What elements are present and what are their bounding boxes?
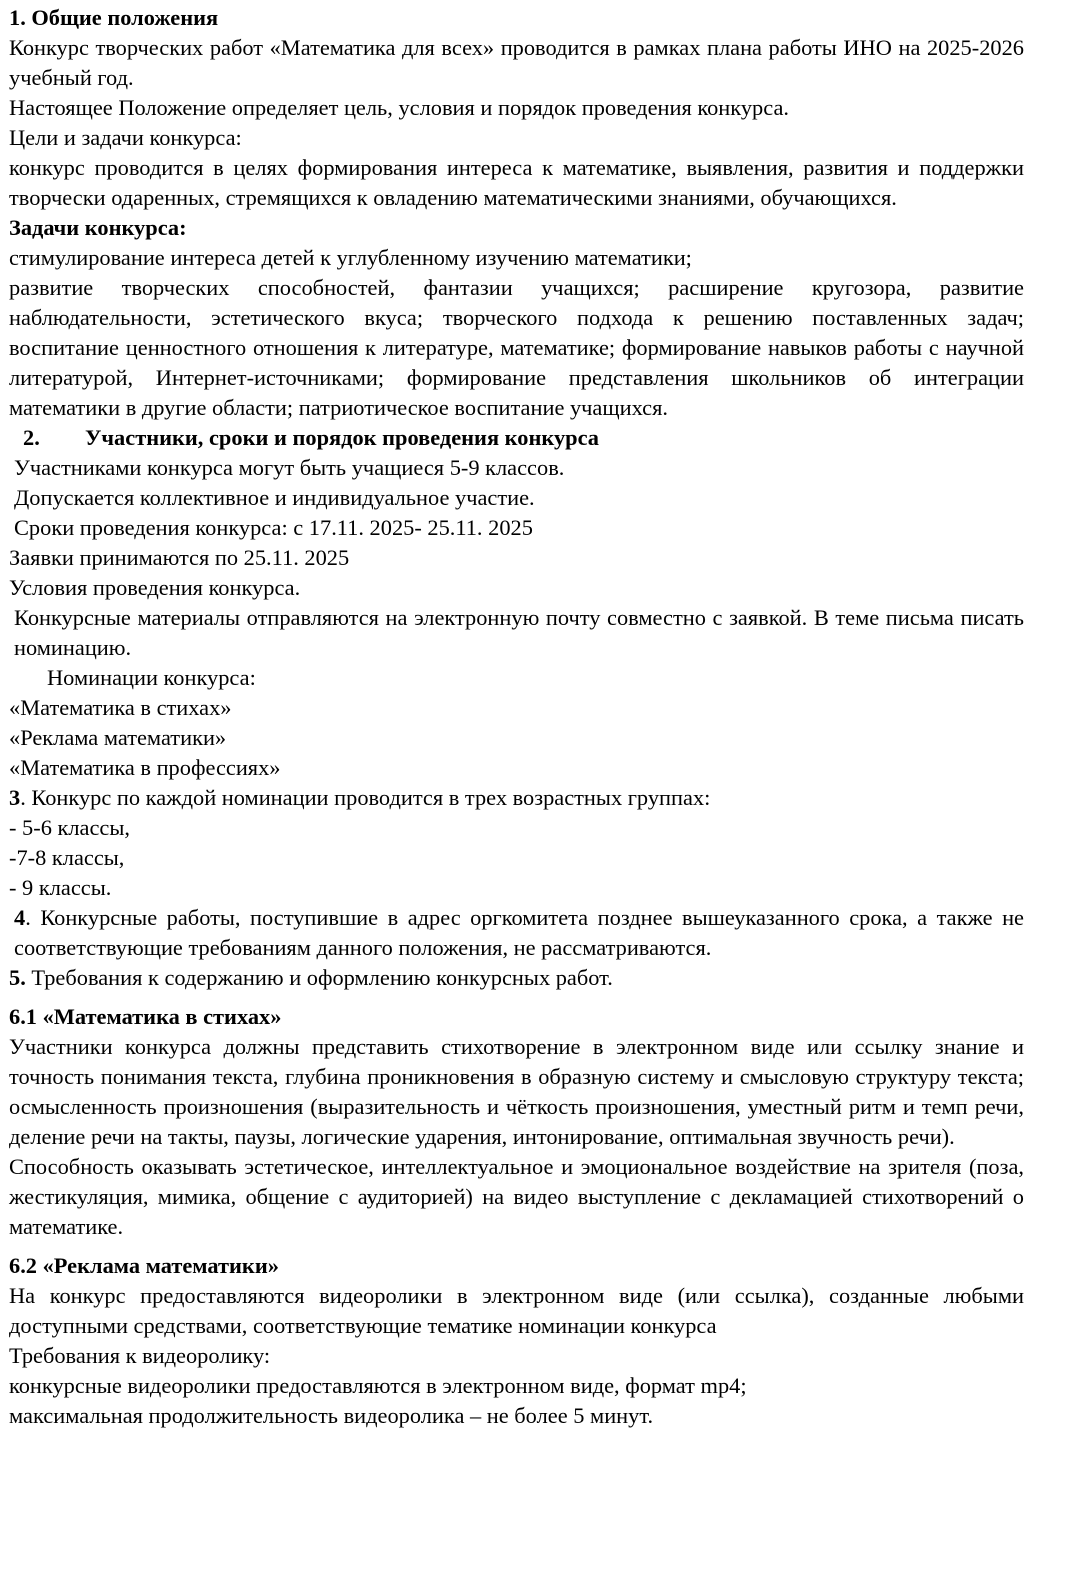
dates-text: Сроки проведения конкурса: с 17.11. 2025- 25.11. 2025 <box>14 515 533 540</box>
section-4-body: . Конкурсные работы, поступившие в адрес оргкомитета позднее вышеуказанного срока, а также не соответствующие требованиям данного положения, не рассматриваются. <box>14 905 1024 960</box>
nomination-item: «Математика в стихах» <box>9 695 232 720</box>
nominations-label: Номинации конкурса: <box>47 665 256 690</box>
section-1-heading: 1. Общие положения <box>9 5 219 30</box>
video-requirements-label: Требования к видеоролику: <box>9 1343 271 1368</box>
tasks-heading: Задачи конкурса: <box>9 215 187 240</box>
nomination-item: «Математика в профессиях» <box>9 755 281 780</box>
participation-text: Допускается коллективное и индивидуальное участие. <box>14 485 535 510</box>
section-3-number: 3 <box>9 785 21 810</box>
section-2-number: 2. <box>23 425 40 450</box>
task-item: развитие творческих способностей, фантазии учащихся; расширение кругозора, развитие наблюдательности, эстетического вкуса; творческого подхода к решению поставленных задач; воспитание ценностного отношения к литературе, математике; формирование навыков работы с научной литературой, Интернет-источниками; формирование представления школьников об интеграции математики в другие области; патриотическое воспитание учащихся. <box>9 275 1024 420</box>
section-2-heading <box>9 423 1024 453</box>
age-group-item: - 5-6 классы, <box>9 815 131 840</box>
video-requirement-item: конкурсные видеоролики предоставляются в электронном виде, формат mp4; <box>9 1373 747 1398</box>
goals-text: конкурс проводится в целях формирования интереса к математике, выявления, развития и поддержки творчески одаренных, стремящихся к овладению математическими знаниями, обучающихся. <box>9 155 1024 210</box>
goals-label: Цели и задачи конкурса: <box>9 125 242 150</box>
section-6-1-text: Участники конкурса должны представить стихотворение в электронном виде или ссылку знание и точность понимания текста, глубина проникновения в образную систему и смысловую структуру текста; осмысленность произношения (выразительность и чёткость произношения, уместный ритм и темп речи, деление речи на такты, паузы, логические ударения, интонирование, оптимальная звучность речи). <box>9 1034 1024 1149</box>
conditions-text: Условия проведения конкурса. <box>9 575 301 600</box>
age-group-item: - 9 классы. <box>9 875 112 900</box>
section-5-number: 5. <box>9 965 26 990</box>
section-1-intro: Конкурс творческих работ «Математика для всех» проводится в рамках плана работы ИНО на 2025-2026 учебный год. <box>9 35 1024 90</box>
section-3-body: . Конкурс по каждой номинации проводится в трех возрастных группах: <box>20 785 711 810</box>
task-item: стимулирование интереса детей к углубленному изучению математики; <box>9 245 692 270</box>
section-6-1-heading: 6.1 «Математика в стихах» <box>9 1004 282 1029</box>
age-group-item: -7-8 классы, <box>9 845 125 870</box>
section-4-number: 4 <box>14 905 26 930</box>
section-2-title: Участники, сроки и порядок проведения конкурса <box>85 425 599 450</box>
section-5-text <box>9 963 1024 993</box>
section-6-2-heading: 6.2 «Реклама математики» <box>9 1253 279 1278</box>
section-1-regulation: Настоящее Положение определяет цель, условия и порядок проведения конкурса. <box>9 95 789 120</box>
video-requirement-item: максимальная продолжительность видеоролика – не более 5 минут. <box>9 1403 654 1428</box>
materials-text: Конкурсные материалы отправляются на электронную почту совместно с заявкой. В теме письма писать номинацию. <box>14 605 1024 660</box>
applications-text: Заявки принимаются по 25.11. 2025 <box>9 545 350 570</box>
nomination-item: «Реклама математики» <box>9 725 227 750</box>
section-5-body: Требования к содержанию и оформлению конкурсных работ. <box>25 965 613 990</box>
section-6-1-text-2: Способность оказывать эстетическое, интеллектуальное и эмоциональное воздействие на зрителя (поза, жестикуляция, мимика, общение с аудиторией) на видео выступление с декламацией стихотворений о математике. <box>9 1154 1024 1239</box>
section-4-text <box>9 903 1024 963</box>
participants-text: Участниками конкурса могут быть учащиеся 5-9 классов. <box>14 455 565 480</box>
document-page <box>9 3 1024 1431</box>
section-6-2-text: На конкурс предоставляются видеоролики в электронном виде (или ссылка), созданные любыми доступными средствами, соответствующие тематике номинации конкурса <box>9 1283 1024 1338</box>
section-3-text <box>9 783 1024 813</box>
